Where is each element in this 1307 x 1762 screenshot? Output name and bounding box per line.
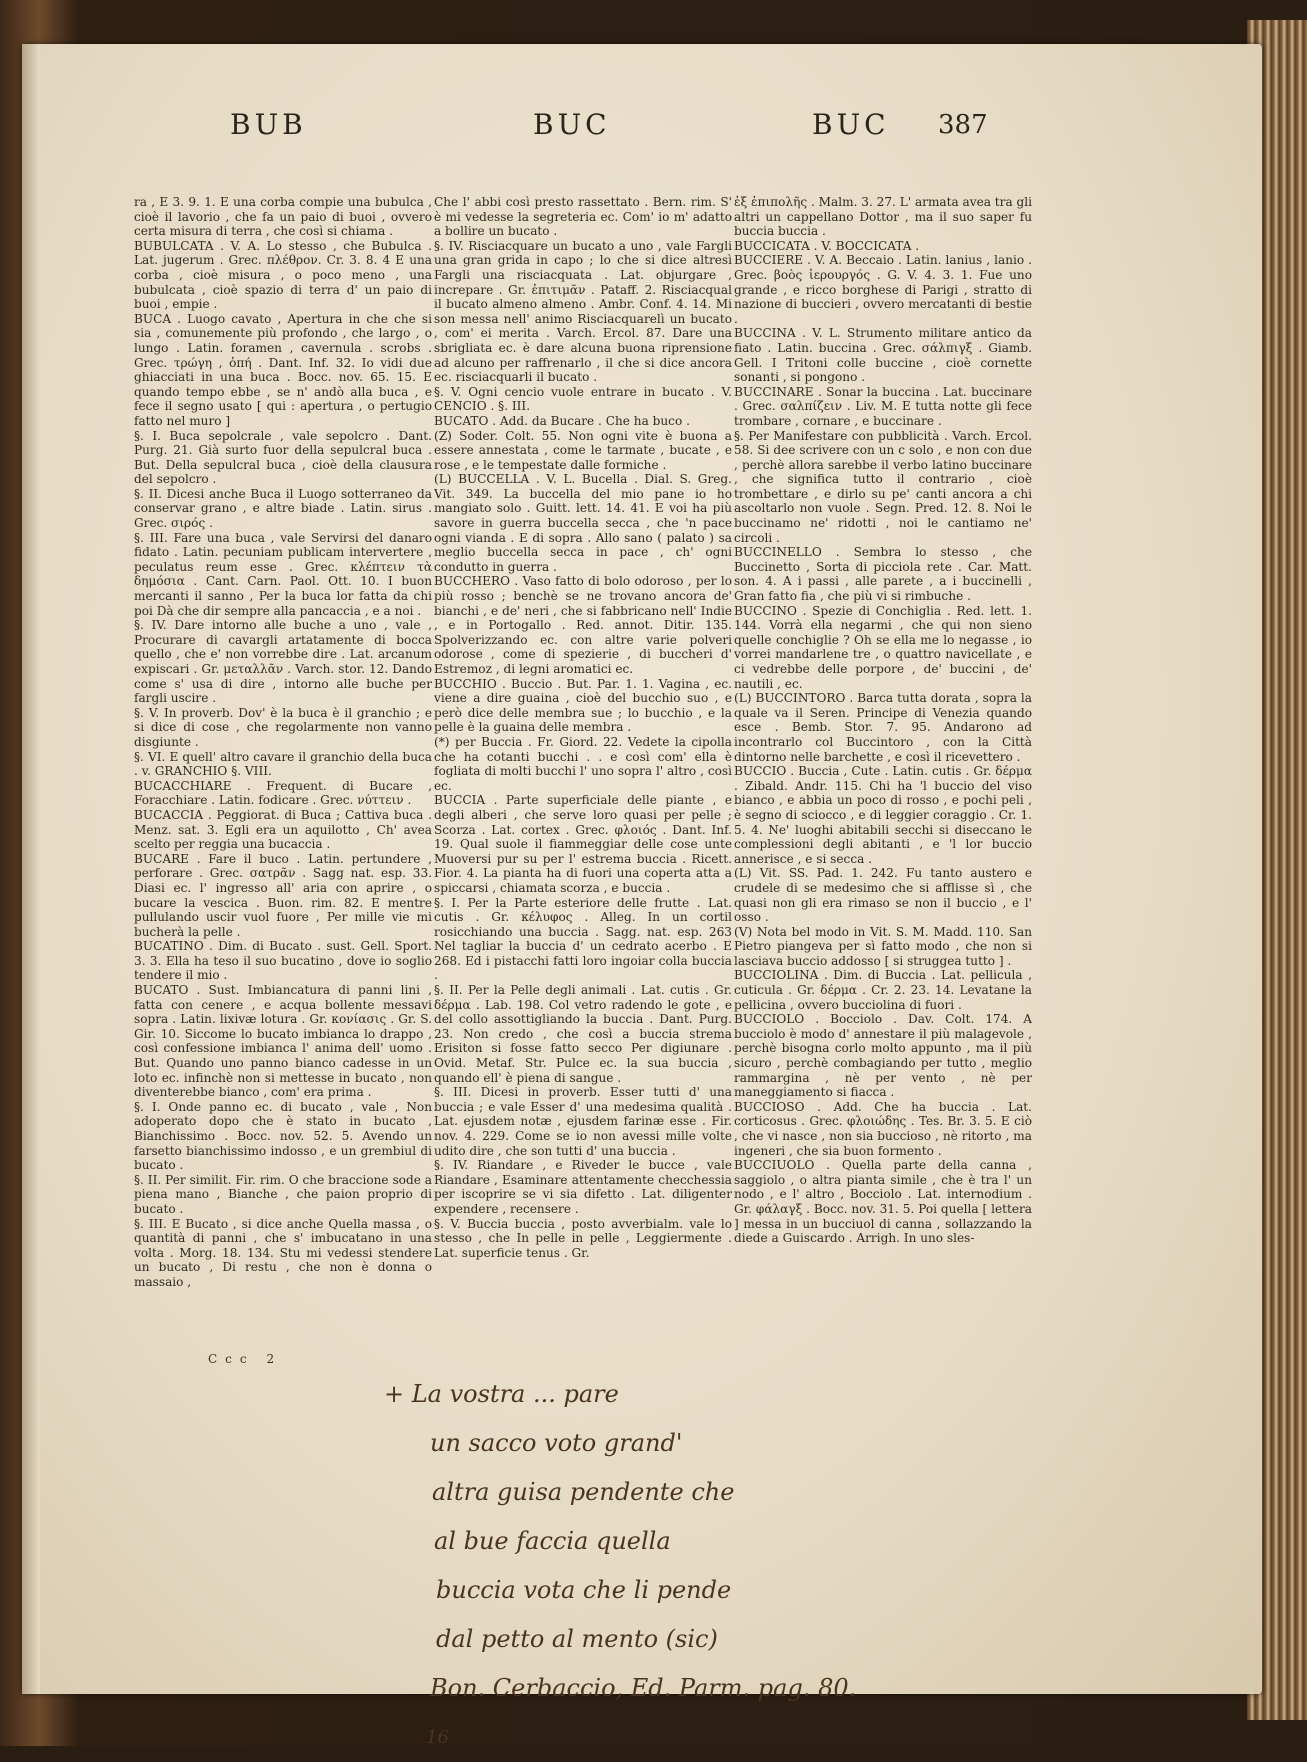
dictionary-entry: §. III. Fare una buca , vale Servirsi del danaro fidato . Latin. pecuniam publicam intervertere , peculatus reum esse . Grec. κλέπτειν τὰ δημόσια . Cant. Carn. Paol. Ott. 10. I buon mercanti il sanno , Per la buca lor fatta da chi poi Dà che dir sempre alla pancaccia , e a noi .	[134, 530, 432, 618]
dictionary-entry: BUCCINA . V. L. Strumento militare antico da fiato . Latin. buccina . Grec. σάλπιγξ . Giamb. Gell. I Tritoni colle buccine , cioè cornette sonanti , si pongono .	[734, 326, 1032, 385]
signature-mark: Ccc 2	[208, 1352, 283, 1366]
handwritten-line: 16	[426, 1727, 449, 1748]
handwritten-line: al bue faccia quella	[434, 1527, 671, 1555]
dictionary-entry: §. II. Per la Pelle degli animali . Lat. cutis . Gr. δέρμα . Lab. 198. Col vetro radendo le gote , e del collo assottigliando la buccia . Dant. Purg. 23. Non credo , che così a buccia strema Erisiton si fosse fatto secco Per digiunare . Ovid. Metaf. Str. Pulce ec. la sua buccia , quando ell' è piena di sangue .	[434, 983, 732, 1085]
guide-word-center: BUC	[533, 108, 611, 141]
dictionary-entry: §. IV. Riandare , e Riveder le bucce , vale Riandare , Esaminare attentamente checchessia per iscoprire se vi sia difetto . Lat. diligenter expendere , recensere .	[434, 1158, 732, 1216]
dictionary-entry: Che l' abbi così presto rassettato . Bern. rim. S' è mi vedesse la segreteria ec. Com' io m' adatto a bollire un bucato .	[434, 195, 732, 239]
dictionary-entry: BUCATINO . Dim. di Bucato . sust. Gell. Sport. 3. 3. Ella ha teso il suo bucatino , dove io soglio tendere il mio .	[134, 939, 432, 983]
dictionary-entry: BUBULCATA . V. A. Lo stesso , che Bubulca . Lat. jugerum . Grec. πλέθρον. Cr. 3. 8. 4 E una corba , cioè misura , o poco meno , una bubulcata , cioè spazio di terra d' un paio di buoi , empie .	[134, 238, 432, 312]
dictionary-entry: §. V. Buccia buccia , posto avverbialm. vale lo stesso , che In pelle in pelle , Leggiermente . Lat. superficie tenus . Gr.	[434, 1216, 732, 1260]
text-column-right	[734, 195, 1032, 1370]
dictionary-entry: §. V. Ogni cencio vuole entrare in bucato . V. CENCIO . §. III.	[434, 384, 732, 414]
dictionary-entry: BUCCIOLO . Bocciolo . Dav. Colt. 174. A bucciolo è modo d' annestare il più malagevole , perchè bisogna corlo molto appunto , ma il più sicuro , perchè combagiando per tutto , meglio rammargina , nè per vento , nè per maneggiamento si fiacca .	[734, 1012, 1032, 1100]
dictionary-entry: BUCCHIO . Buccio . But. Par. 1. 1. Vagina , ec. viene a dire guaina , cioè del bucchio suo , e però dice delle membra sue ; lo bucchio , e la pelle è la guaina delle membra .	[434, 676, 732, 735]
dictionary-entry: §. Per Manifestare con pubblicità . Varch. Ercol. 58. Si dee scrivere con un c solo , e non con due , perchè allora sarebbe il verbo latino buccinare , che significa tutto il contrario , cioè trombettare , e dirlo su pe' canti ancora a chi ascoltarlo non vuole . Segn. Pred. 12. 8. Noi le buccinamo ne' ridotti , noi le cantiamo ne' circoli .	[734, 428, 1032, 545]
dictionary-entry: (L) BUCCELLA . V. L. Bucella . Dial. S. Greg. Vit. 349. La buccella del mio pane io ho mangiato solo . Guitt. lett. 14. 41. E voi ha più savore in guerra buccella secca , che 'n pace ogni vianda . E di sopra . Allo sano ( palato ) sa meglio buccella secca in pace , ch' ogni condutto in guerra .	[434, 472, 732, 574]
dictionary-entry: §. III. Dicesi in proverb. Esser tutti d' una buccia ; e vale Esser d' una medesima qualità . Lat. ejusdem notæ , ejusdem farinæ esse . Fir. nov. 4. 229. Come se io non avessi mille volte udito dire , che son tutti d' una buccia .	[434, 1085, 732, 1158]
dictionary-entry: BUCA . Luogo cavato , Apertura in che che si sia , comunemente più profondo , che largo , o lungo . Latin. foramen , cavernula . scrobs . Grec. τρώγη , ὀπή . Dant. Inf. 32. Io vidi due ghiacciati in una buca . Bocc. nov. 65. 15. E quando tempo ebbe , se n' andò alla buca , e fece il segno usato [ qui : apertura , o pertugio fatto nel muro ]	[134, 311, 432, 428]
dictionary-entry: BUCATO . Sust. Imbiancatura di panni lini , fatta con cenere , e acqua bollente messavi sopra . Latin. lixivæ lotura . Gr. κονίασις . Gr. S. Gir. 10. Siccome lo bucato imbianca lo drappo , così confessione imbianca l' anima dell' uomo . But. Quando uno panno bianco cadesse in un loto ec. infinchè non si mettesse in bucato , non diventerebbe bianco , com' era prima .	[134, 983, 432, 1100]
handwritten-note	[384, 1370, 890, 1762]
guide-word-left: BUB	[230, 108, 307, 141]
dictionary-entry: §. II. Dicesi anche Buca il Luogo sotterraneo da conservar grano , e altre biade . Latin. sirus . Grec. σιρός .	[134, 486, 432, 531]
dictionary-entry: (L) BUCCINTORO . Barca tutta dorata , sopra la quale va il Seren. Principe di Venezia quando esce . Bemb. Stor. 7. 95. Andarono ad incontrarlo col Buccintoro , con la Città dintorno nelle barchette , e così il ricevettero .	[734, 691, 1032, 764]
handwritten-line: Bon. Cerbaccio, Ed. Parm. pag. 80.	[430, 1674, 857, 1702]
dictionary-entry: (Z) Soder. Colt. 55. Non ogni vite è buona a essere annestata , come le tarmate , bucate , e rose , e le tempestate dalle formiche .	[434, 428, 732, 472]
handwritten-line: un sacco voto grand'	[430, 1429, 683, 1457]
text-column-left	[134, 195, 432, 1370]
page-number: 387	[938, 110, 988, 140]
dictionary-entry: (L) Vit. SS. Pad. 1. 242. Fu tanto austero e crudele di se medesimo che si afflisse sì , che quasi non gli era rimaso se non il buccio , e l' osso .	[734, 866, 1032, 925]
dictionary-entry: §. I. Buca sepolcrale , vale sepolcro . Dant. Purg. 21. Già surto fuor della sepulcral buca . But. Della sepulcral buca , cioè della clausura del sepolcro .	[134, 428, 432, 487]
handwritten-line: + La vostra ... pare	[384, 1380, 619, 1408]
guide-word-right: BUC	[812, 108, 890, 141]
dictionary-entry: BUCCIOSO . Add. Che ha buccia . Lat. corticosus . Grec. φλοιώδης . Tes. Br. 3. 5. E ciò , che vi nasce , non sia buccioso , nè ritorto , ma ingeneri , che sia buon formento .	[734, 1099, 1032, 1158]
dictionary-entry: BUCCIO . Buccia , Cute . Latin. cutis . Gr. δέρμα . Zibald. Andr. 115. Chi ha 'l buccio del viso bianco , e abbia un poco di rosso , e pochi peli , è segno di sciocco , e di leggier coraggio . Cr. 1. 5. 4. Ne' luoghi abitabili secchi si diseccano le complessioni degli abitanti , e 'l lor buccio annerisce , e si secca .	[734, 764, 1032, 866]
dictionary-entry: (V) Nota bel modo in Vit. S. M. Madd. 110. San Pietro piangeva per sì fatto modo , che non si lasciava buccio addosso [ si struggea tutto ] .	[734, 924, 1032, 968]
dictionary-entry: BUCACCHIARE . Frequent. di Bucare , Foracchiare . Latin. fodicare . Grec. νύττειν .	[134, 778, 432, 808]
page-header	[0, 108, 1307, 148]
dictionary-entry: §. VI. E quell' altro cavare il granchio della buca . v. GRANCHIO §. VIII.	[134, 749, 432, 779]
dictionary-entry: BUCCINARE . Sonar la buccina . Lat. buccinare . Grec. σαλπίζειν . Liv. M. E tutta notte gli fece trombare , cornare , e buccinare .	[734, 384, 1032, 428]
handwritten-line: dal petto al mento (sic)	[436, 1625, 718, 1653]
handwritten-line: altra guisa pendente che	[432, 1478, 735, 1506]
dictionary-entry: BUCATO . Add. da Bucare . Che ha buco .	[434, 413, 690, 428]
dictionary-entry: BUCACCIA . Peggiorat. di Buca ; Cattiva buca . Menz. sat. 3. Egli era un aquilotto , Ch' avea scelto per reggia una bucaccia .	[134, 807, 432, 852]
dictionary-entry: (*) per Buccia . Fr. Giord. 22. Vedete la cipolla che ha cotanti bucchi . . e così com' ella è fogliata di molti bucchi l' uno sopra l' altro , così ec.	[434, 734, 732, 793]
dictionary-entry: §. V. In proverb. Dov' è la buca è il granchio ; e si dice di cose , che regolarmente non vanno disgiunte .	[134, 705, 432, 749]
dictionary-entry: §. I. Onde panno ec. di bucato , vale , Non adoperato dopo che è stato in bucato , Bianchissimo . Bocc. nov. 52. 5. Avendo un farsetto bianchissimo indosso , e un grembiul di bucato .	[134, 1099, 432, 1173]
dictionary-entry: BUCCIUOLO . Quella parte della canna , saggiolo , o altra pianta simile , che è tra l' un nodo , e l' altro , Bocciolo . Lat. internodium . Gr. φάλαγξ . Bocc. nov. 31. 5. Poi quella [ lettera ] messa in un bucciuol di canna , sollazzando la diede a Guiscardo . Arrigh. In uno sles-	[734, 1158, 1032, 1246]
dictionary-entry: BUCCICATA . V. BOCCICATA .	[734, 238, 920, 253]
text-column-center	[434, 195, 732, 1370]
dictionary-entry: BUCCIERE . V. A. Beccaio . Latin. lanius , lanio . Grec. βοὸς ἱερουργός . G. V. 4. 3. 1. Fue uno grande , e ricco borghese di Parigi , stratto di nazione di buccieri , ovvero mercatanti di bestie .	[734, 253, 1032, 326]
dictionary-entry: §. III. E Bucato , si dice anche Quella massa , o quantità di panni , che s' imbucatano in una volta . Morg. 18. 134. Stu mi vedessi stendere un bucato , Di restu , che non è donna o massaio ,	[134, 1216, 432, 1289]
page-gutter	[22, 44, 40, 1694]
dictionary-entry: BUCCINELLO . Sembra lo stesso , che Buccinetto , Sorta di picciola rete . Car. Matt. son. 4. A i passi , alle parete , a i buccinelli , Gran fatto fia , che più vi si rimbuche .	[734, 545, 1032, 604]
dictionary-entry: §. IV. Dare intorno alle buche a uno , vale , Procurare di cavargli artatamente di bocca quello , che e' non vorrebbe dire . Lat. arcanum expiscari . Gr. μεταλλᾶν . Varch. stor. 12. Dando come s' usa di dire , intorno alle buche per fargli uscire .	[134, 618, 432, 706]
dictionary-entry: BUCCIA . Parte superficiale delle piante , e degli alberi , che serve loro quasi per pelle ; Scorza . Lat. cortex . Grec. φλοιός . Dant. Inf. 19. Qual suole il fiammeggiar delle cose unte Muoversi pur su per l' estrema buccia . Ricett. Fior. 4. La pianta ha di fuori una coperta atta a spiccarsi , chiamata scorza , e buccia .	[434, 793, 732, 895]
dictionary-entry: §. I. Per la Parte esteriore delle frutte . Lat. cutis . Gr. κέλυφος . Alleg. In un cortil rosicchiando una buccia . Sagg. nat. esp. 263 Nel tagliar la buccia d' un cedrato acerbo . E 268. Ed i pistacchi fatti loro ingoiar colla buccia .	[434, 895, 732, 983]
dictionary-entry: BUCCINO . Spezie di Conchiglia . Red. lett. 1. 144. Vorrà ella negarmi , che qui non sieno quelle conchiglie ? Oh se ella me lo negasse , io vorrei mandarlene tre , o quattro navicellate , e ci vedrebbe delle porpore , de' buccini , de' nautili , ec.	[734, 603, 1032, 691]
dictionary-entry: ra , E 3. 9. 1. E una corba compie una bubulca , cioè il lavorio , che fa un paio di buoi , ovvero certa misura di terra , che così si chiama .	[134, 195, 432, 239]
dictionary-entry: §. IV. Risciacquare un bucato a uno , vale Fargli una gran grida in capo ; lo che si dice altresì Fargli una risciacquata . Lat. objurgare , increpare . Gr. ἐπιτιμᾶν . Pataff. 2. Risciacqual il bucato almeno almeno . Ambr. Conf. 4. 14. Mi son messa nell' animo Risciacquarelì un bucato , com' ei merita . Varch. Ercol. 87. Dare una sbrigliata ec. è dare alcuna buona riprensione ad alcuno per raffrenarlo , il che si dice ancora ec. risciacquarli il bucato .	[434, 238, 732, 385]
handwritten-line: buccia vota che li pende	[436, 1576, 732, 1604]
dictionary-entry: §. II. Per similit. Fir. rim. O che braccione sode a piena mano , Bianche , che paion proprio di bucato .	[134, 1172, 432, 1216]
dictionary-entry: BUCARE . Fare il buco . Latin. pertundere , perforare . Grec. σατρᾶν . Sagg nat. esp. 33. Diasi ec. l' ingresso all' aria con aprire , o bucare la vescica . Buon. rim. 82. E mentre pullulando uscir vuol fuore , Per mille vie mi bucherà la pelle .	[134, 851, 432, 939]
dictionary-entry: BUCCHERO . Vaso fatto di bolo odoroso , per lo più rosso ; benchè se ne trovano ancora de' bianchi , e de' neri , che si fabbricano nell' Indie , e in Portogallo . Red. annot. Ditir. 135. Spolverizzando ec. con altre varie polveri odorose , come di spezierie , di buccheri d' Estremoz , di legni aromatici ec.	[434, 574, 732, 676]
dictionary-entry: ἐξ ἐπιπολῆς . Malm. 3. 27. L' armata avea tra gli altri un cappellano Dottor , ma il suo saper fu buccia buccia .	[734, 195, 1032, 239]
dictionary-entry: BUCCIOLINA . Dim. di Buccia . Lat. pellicula , cuticula . Gr. δέρμα . Cr. 2. 23. 14. Levatane la pellicina , ovvero bucciolina di fuori .	[734, 968, 1032, 1012]
